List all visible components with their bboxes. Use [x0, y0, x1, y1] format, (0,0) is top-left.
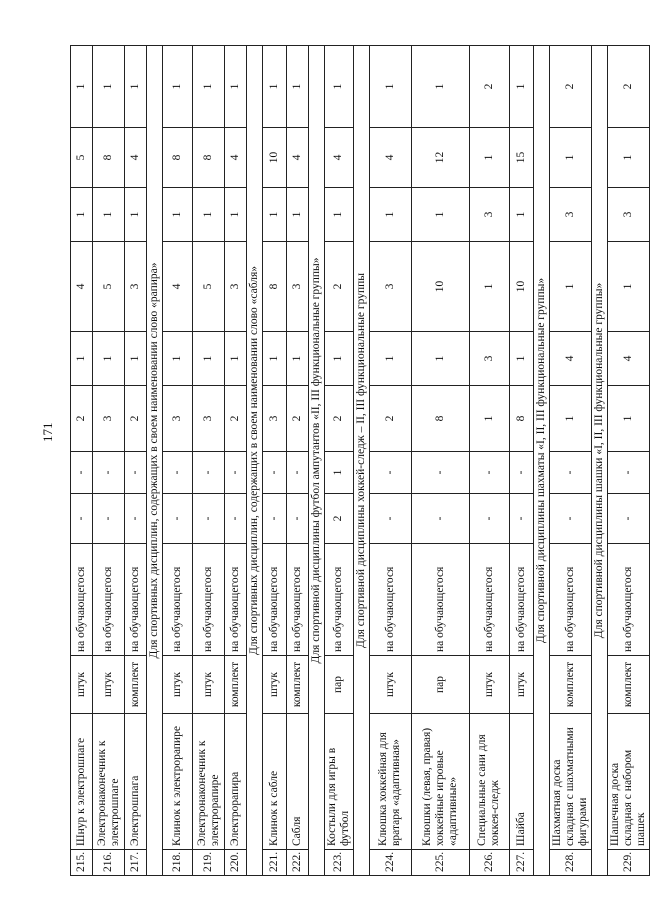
quantity-cell: - [469, 494, 509, 544]
unit-of-measure: штук [193, 656, 225, 714]
service-life-cell: 1 [369, 188, 411, 242]
service-life-cell: 1 [93, 332, 125, 386]
quantity-cell: - [411, 494, 469, 544]
table-row [325, 46, 354, 876]
service-life-cell: 1 [325, 46, 354, 128]
service-life-cell: 1 [509, 188, 533, 242]
quantity-cell: 5 [193, 242, 225, 332]
service-life-cell: 3 [469, 188, 509, 242]
item-name: Электрошпага [125, 714, 147, 850]
item-name: Клинок к сабле [263, 714, 287, 850]
row-number: 221. [263, 850, 287, 876]
quantity-cell: - [287, 494, 309, 544]
quantity-cell: 2 [325, 494, 354, 544]
table-row [163, 46, 193, 876]
table-row [509, 46, 533, 876]
service-life-cell: 1 [71, 46, 93, 128]
section-title: Для спортивных дисциплин, содержащих в своем наименовании слово «сабля» [247, 46, 263, 876]
row-number: 217. [125, 850, 147, 876]
service-life-cell: 1 [193, 188, 225, 242]
service-life-cell: 1 [287, 188, 309, 242]
quantity-cell: - [125, 494, 147, 544]
row-number: 220. [225, 850, 247, 876]
item-name: Электрорапира [225, 714, 247, 850]
row-number: 218. [163, 850, 193, 876]
quantity-cell: 2 [71, 386, 93, 452]
unit-of-measure: штук [93, 656, 125, 714]
row-number: 224. [369, 850, 411, 876]
service-life-cell: 1 [71, 188, 93, 242]
calculation-basis: на обучающегося [163, 544, 193, 656]
item-name: Шайба [509, 714, 533, 850]
rotated-page-content [70, 46, 647, 876]
item-name: Костыли для игры в футбол [325, 714, 354, 850]
service-life-cell: 1 [287, 332, 309, 386]
quantity-cell: 10 [411, 242, 469, 332]
quantity-cell: - [369, 494, 411, 544]
calculation-basis: на обучающегося [369, 544, 411, 656]
quantity-cell: 1 [469, 242, 509, 332]
service-life-cell: 1 [163, 188, 193, 242]
quantity-cell: - [193, 494, 225, 544]
row-number: 215. [71, 850, 93, 876]
calculation-basis: на обучающегося [193, 544, 225, 656]
service-life-cell: 1 [93, 188, 125, 242]
service-life-cell: - [125, 452, 147, 494]
table-row [369, 46, 411, 876]
quantity-cell: 3 [163, 386, 193, 452]
service-life-cell: - [163, 452, 193, 494]
service-life-cell: 3 [607, 188, 649, 242]
calculation-basis: на обучающегося [225, 544, 247, 656]
quantity-cell: 1 [469, 128, 509, 188]
quantity-cell: 4 [225, 128, 247, 188]
service-life-cell: 1 [225, 332, 247, 386]
row-number: 222. [287, 850, 309, 876]
service-life-cell: - [509, 452, 533, 494]
row-number: 219. [193, 850, 225, 876]
unit-of-measure: штук [263, 656, 287, 714]
calculation-basis: на обучающегося [287, 544, 309, 656]
quantity-cell: 10 [263, 128, 287, 188]
row-number: 225. [411, 850, 469, 876]
service-life-cell: 1 [225, 46, 247, 128]
item-name: Клюшка хоккейная для вратаря «адаптивная» [369, 714, 411, 850]
section-title: Для спортивной дисциплины шахматы «I, II, III функциональные группы» [533, 46, 549, 876]
quantity-cell: 4 [287, 128, 309, 188]
calculation-basis: на обучающегося [509, 544, 533, 656]
section-title: Для спортивной дисциплины футбол ампутантов «II, III функциональные группы» [309, 46, 325, 876]
unit-of-measure: штук [369, 656, 411, 714]
section-title: Для спортивной дисциплины шашки «I, II, III функциональные группы» [591, 46, 607, 876]
service-life-cell: - [469, 452, 509, 494]
table-row [411, 46, 469, 876]
unit-of-measure: штук [509, 656, 533, 714]
row-number: 227. [509, 850, 533, 876]
quantity-cell: 4 [369, 128, 411, 188]
section-row [247, 46, 263, 876]
service-life-cell: - [225, 452, 247, 494]
row-number: 228. [549, 850, 591, 876]
quantity-cell: - [607, 494, 649, 544]
service-life-cell: 2 [469, 46, 509, 128]
service-life-cell: 1 [411, 46, 469, 128]
quantity-cell: 4 [163, 242, 193, 332]
quantity-cell: 3 [125, 242, 147, 332]
service-life-cell: 1 [263, 188, 287, 242]
item-name: Клюшки (левая, правая) хоккейные игровые «адаптивные» [411, 714, 469, 850]
service-life-cell: 1 [125, 188, 147, 242]
quantity-cell: - [509, 494, 533, 544]
unit-of-measure: комплект [287, 656, 309, 714]
unit-of-measure: штук [163, 656, 193, 714]
service-life-cell: 2 [549, 46, 591, 128]
table-row [607, 46, 649, 876]
quantity-cell: 8 [163, 128, 193, 188]
service-life-cell: - [411, 452, 469, 494]
quantity-cell: - [549, 494, 591, 544]
quantity-cell: 8 [93, 128, 125, 188]
quantity-cell: 8 [509, 386, 533, 452]
service-life-cell: 1 [509, 332, 533, 386]
service-life-cell: 1 [163, 46, 193, 128]
quantity-cell: 8 [411, 386, 469, 452]
service-life-cell: 1 [411, 188, 469, 242]
calculation-basis: на обучающегося [125, 544, 147, 656]
quantity-cell: 1 [549, 128, 591, 188]
quantity-cell: 3 [193, 386, 225, 452]
service-life-cell: 1 [163, 332, 193, 386]
quantity-cell: 2 [369, 386, 411, 452]
quantity-cell: 1 [607, 242, 649, 332]
quantity-cell: 4 [325, 128, 354, 188]
section-row [591, 46, 607, 876]
item-name: Шахматная доска складная с шахматными фигурами [549, 714, 591, 850]
quantity-cell: - [263, 494, 287, 544]
quantity-cell: 1 [469, 386, 509, 452]
service-life-cell: 4 [607, 332, 649, 386]
service-life-cell: 1 [193, 46, 225, 128]
table-row [225, 46, 247, 876]
calculation-basis: на обучающегося [325, 544, 354, 656]
section-row [353, 46, 369, 876]
quantity-cell: 1 [607, 128, 649, 188]
quantity-cell: 3 [93, 386, 125, 452]
unit-of-measure: комплект [225, 656, 247, 714]
service-life-cell: 1 [125, 332, 147, 386]
table-row [93, 46, 125, 876]
quantity-cell: 10 [509, 242, 533, 332]
quantity-cell: 2 [225, 386, 247, 452]
service-life-cell: 1 [263, 332, 287, 386]
service-life-cell: - [71, 452, 93, 494]
service-life-cell: 1 [325, 452, 354, 494]
service-life-cell: 3 [549, 188, 591, 242]
quantity-cell: 1 [549, 386, 591, 452]
service-life-cell: 1 [509, 46, 533, 128]
quantity-cell: 2 [287, 386, 309, 452]
table-row [263, 46, 287, 876]
section-row [533, 46, 549, 876]
page-number: 171 [40, 422, 55, 442]
table-row [125, 46, 147, 876]
service-life-cell: - [193, 452, 225, 494]
item-name: Электронаконечник к электрорапире [193, 714, 225, 850]
calculation-basis: на обучающегося [93, 544, 125, 656]
item-name: Клинок к электрорапире [163, 714, 193, 850]
calculation-basis: на обучающегося [607, 544, 649, 656]
unit-of-measure: штук [71, 656, 93, 714]
equipment-table [70, 45, 650, 876]
quantity-cell: 3 [369, 242, 411, 332]
quantity-cell: 5 [93, 242, 125, 332]
item-name: Сабля [287, 714, 309, 850]
quantity-cell: 2 [125, 386, 147, 452]
service-life-cell: 1 [225, 188, 247, 242]
row-number: 223. [325, 850, 354, 876]
service-life-cell: - [607, 452, 649, 494]
quantity-cell: 12 [411, 128, 469, 188]
table-row [287, 46, 309, 876]
item-name: Специальные сани для хоккея-следж [469, 714, 509, 850]
table-row [193, 46, 225, 876]
service-life-cell: 2 [607, 46, 649, 128]
service-life-cell: - [549, 452, 591, 494]
service-life-cell: 1 [325, 188, 354, 242]
calculation-basis: на обучающегося [549, 544, 591, 656]
item-name: Шашечная доска складная с набором шашек [607, 714, 649, 850]
service-life-cell: 1 [369, 332, 411, 386]
quantity-cell: 3 [225, 242, 247, 332]
service-life-cell: 1 [287, 46, 309, 128]
service-life-cell: 1 [125, 46, 147, 128]
quantity-cell: - [163, 494, 193, 544]
service-life-cell: - [93, 452, 125, 494]
calculation-basis: на обучающегося [469, 544, 509, 656]
service-life-cell: 1 [325, 332, 354, 386]
service-life-cell: 4 [549, 332, 591, 386]
quantity-cell: - [93, 494, 125, 544]
table-row [469, 46, 509, 876]
service-life-cell: - [263, 452, 287, 494]
service-life-cell: 1 [71, 332, 93, 386]
quantity-cell: 8 [263, 242, 287, 332]
section-title: Для спортивной дисциплины хоккей-следж – II, III функциональные группы [353, 46, 369, 876]
quantity-cell: - [225, 494, 247, 544]
row-number: 226. [469, 850, 509, 876]
unit-of-measure: пар [411, 656, 469, 714]
quantity-cell: 2 [325, 242, 354, 332]
service-life-cell: 3 [469, 332, 509, 386]
quantity-cell: 3 [263, 386, 287, 452]
calculation-basis: на обучающегося [263, 544, 287, 656]
quantity-cell: 8 [193, 128, 225, 188]
unit-of-measure: комплект [549, 656, 591, 714]
section-row [309, 46, 325, 876]
unit-of-measure: штук [469, 656, 509, 714]
calculation-basis: на обучающегося [411, 544, 469, 656]
quantity-cell: 4 [71, 242, 93, 332]
quantity-cell: 3 [287, 242, 309, 332]
unit-of-measure: комплект [607, 656, 649, 714]
service-life-cell: - [369, 452, 411, 494]
quantity-cell: 2 [325, 386, 354, 452]
quantity-cell: - [71, 494, 93, 544]
service-life-cell: 1 [193, 332, 225, 386]
item-name: Электронаконечник к электрошпаге [93, 714, 125, 850]
service-life-cell: 1 [411, 332, 469, 386]
row-number: 216. [93, 850, 125, 876]
quantity-cell: 1 [607, 386, 649, 452]
row-number: 229. [607, 850, 649, 876]
table-row [549, 46, 591, 876]
quantity-cell: 5 [71, 128, 93, 188]
service-life-cell: 1 [369, 46, 411, 128]
service-life-cell: - [287, 452, 309, 494]
unit-of-measure: пар [325, 656, 354, 714]
service-life-cell: 1 [263, 46, 287, 128]
quantity-cell: 4 [125, 128, 147, 188]
quantity-cell: 1 [549, 242, 591, 332]
unit-of-measure: комплект [125, 656, 147, 714]
section-title: Для спортивных дисциплин, содержащих в своем наименовании слово «рапира» [147, 46, 163, 876]
item-name: Шнур к электрошпаге [71, 714, 93, 850]
quantity-cell: 15 [509, 128, 533, 188]
service-life-cell: 1 [93, 46, 125, 128]
table-row [71, 46, 93, 876]
calculation-basis: на обучающегося [71, 544, 93, 656]
section-row [147, 46, 163, 876]
